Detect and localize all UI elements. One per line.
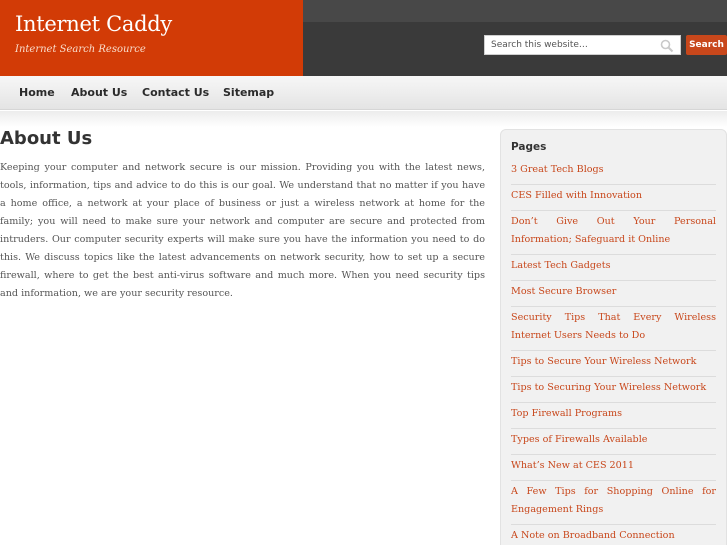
search-input[interactable]	[485, 36, 655, 54]
sidebar-link[interactable]: CES Filled with Innovation	[511, 190, 643, 201]
sidebar-link[interactable]: What’s New at CES 2011	[511, 460, 634, 471]
search-box	[484, 35, 681, 55]
nav-shadow-strip	[0, 111, 727, 127]
sidebar-link[interactable]: Types of Firewalls Available	[511, 434, 648, 445]
list-item	[511, 159, 716, 185]
sidebar-link[interactable]: Tips to Secure Your Wireless Network	[511, 356, 697, 367]
nav-item-sitemap[interactable]: Sitemap	[223, 86, 275, 99]
list-item	[511, 307, 716, 351]
site-title[interactable]: Internet Caddy	[15, 12, 172, 36]
sidebar-link[interactable]: Tips to Securing Your Wireless Network	[511, 382, 707, 393]
sidebar-link[interactable]: 3 Great Tech Blogs	[511, 164, 604, 175]
page-body-text: Keeping your computer and network secure is our mission. Providing you with the latest news, tools, information, tips and advice to do this is our goal. We understand that no matter if you have a home office, a network at your place of business or just a wireless network at home for the family; you will need to make sure your network and computer are secure and protected from intruders. Our computer security experts will make sure you have the information you need to do this. We discuss topics like the latest advancements on network security, how to set up a secure firewall, where to get the best anti-virus software and much more. When you need security tips and information, we are your security resource.	[0, 162, 485, 299]
sidebar-link[interactable]: A Few Tips for Shopping Online for Engagement Rings	[511, 486, 716, 515]
list-item	[511, 455, 716, 481]
sidebar-link[interactable]: Most Secure Browser	[511, 286, 617, 297]
list-item	[511, 481, 716, 525]
nav-item-about-us[interactable]: About Us	[71, 86, 128, 99]
list-item	[511, 429, 716, 455]
sidebar-page-list	[511, 159, 716, 545]
list-item	[511, 403, 716, 429]
list-item	[511, 525, 716, 545]
sidebar-heading: Pages	[511, 141, 547, 153]
sidebar-link[interactable]: Latest Tech Gadgets	[511, 260, 611, 271]
list-item	[511, 185, 716, 211]
main-nav	[0, 76, 727, 110]
list-item	[511, 351, 716, 377]
site-header	[0, 0, 727, 76]
search-button[interactable]: Search	[686, 35, 727, 55]
list-item	[511, 377, 716, 403]
brand-block	[0, 0, 303, 76]
sidebar	[500, 129, 727, 545]
site-tagline: Internet Search Resource	[15, 44, 146, 55]
search-icon	[660, 39, 674, 53]
page-title: About Us	[0, 128, 93, 149]
sidebar-link[interactable]: A Note on Broadband Connection	[511, 530, 675, 541]
list-item	[511, 255, 716, 281]
sidebar-link[interactable]: Top Firewall Programs	[511, 408, 623, 419]
list-item	[511, 211, 716, 255]
sidebar-link[interactable]: Don’t Give Out Your Personal Information; Safeguard it Online	[511, 216, 716, 245]
nav-item-contact-us[interactable]: Contact Us	[142, 86, 210, 99]
sidebar-link[interactable]: Security Tips That Every Wireless Internet Users Needs to Do	[511, 312, 716, 341]
list-item	[511, 281, 716, 307]
nav-item-home[interactable]: Home	[19, 86, 55, 99]
